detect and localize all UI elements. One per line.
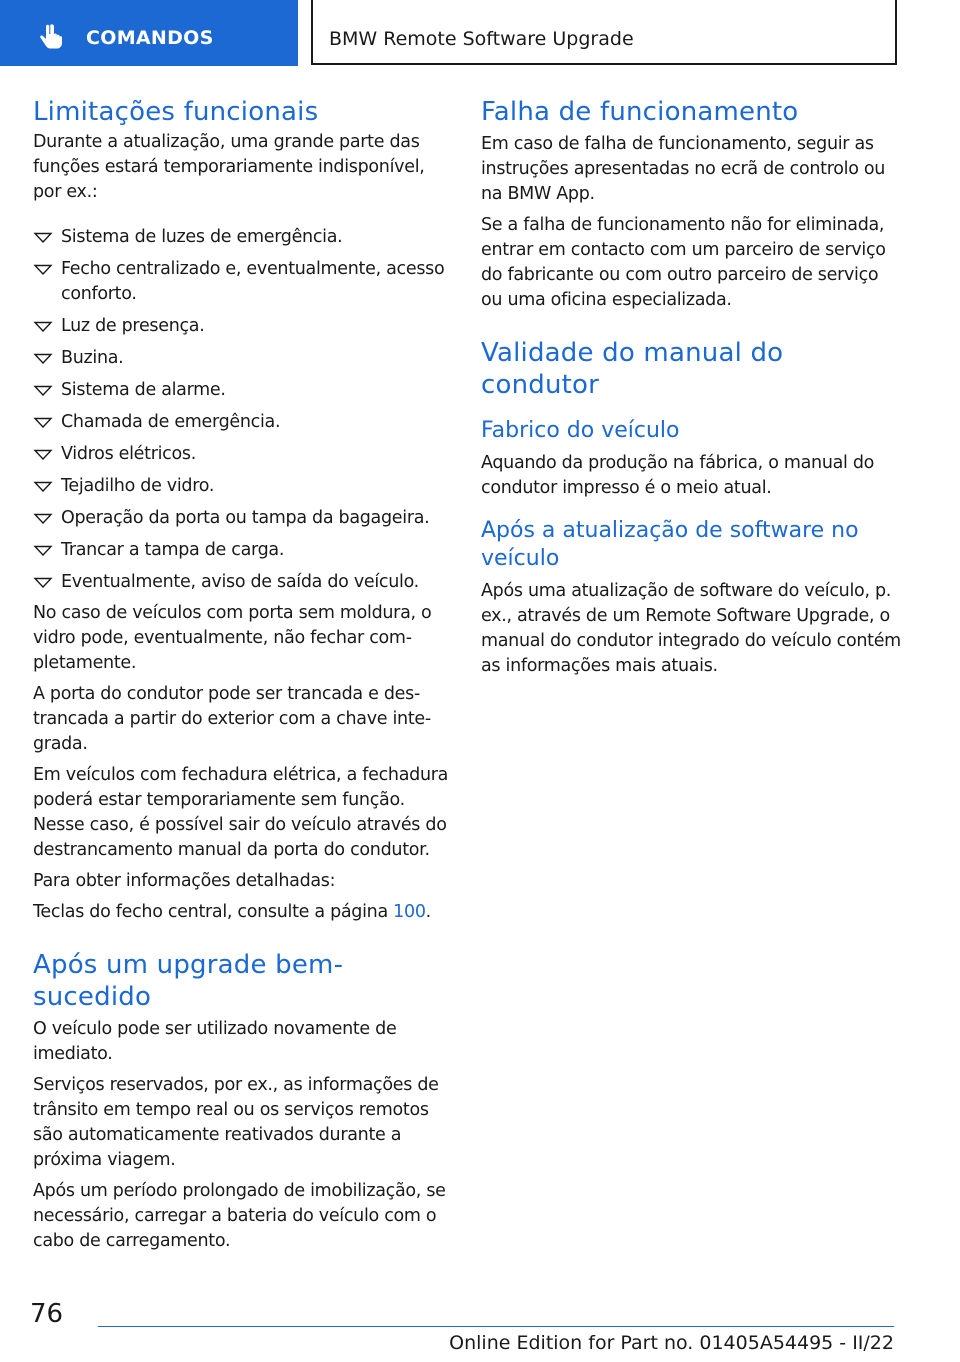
paragraph-contact-service: Se a falha de funcionamento não for eliminada, entrar em contacto com um parceiro de serviço do fabricante ou com outro parceiro de serviço ou uma oficina especializada.	[481, 215, 886, 310]
list-item: Tejadilho de vidro.	[33, 474, 449, 499]
triangle-bullet-icon	[33, 353, 53, 364]
page-number: 76	[30, 1299, 64, 1329]
list-item: Vidros elétricos.	[33, 442, 449, 467]
page-header	[0, 0, 960, 66]
paragraph-more-info: Para obter informações detalhadas:	[33, 871, 336, 891]
left-column	[33, 96, 449, 1254]
triangle-bullet-icon	[33, 481, 53, 492]
list-item: Operação da porta ou tampa da bagageira.	[33, 506, 449, 531]
list-item: Buzina.	[33, 346, 449, 371]
paragraph-page-reference: Teclas do fecho central, consulte a página 100.	[33, 902, 431, 922]
page-link[interactable]: 100	[393, 902, 426, 922]
list-item: Chamada de emergência.	[33, 410, 449, 435]
subheading-vehicle-production: Fabrico do veículo	[481, 418, 680, 443]
list-item: Fecho centralizado e, eventualmente, acesso conforto.	[33, 257, 449, 307]
subheading-after-software-update: Após a atualização de software no veículo	[481, 518, 859, 571]
paragraph-services-reactivated: Serviços reservados, por ex., as informações de trânsito em tempo real ou os serviços remotos são automaticamente reativados durante a próxima viagem.	[33, 1075, 439, 1170]
section-title: BMW Remote Software Upgrade	[329, 28, 634, 50]
intro-paragraph: Durante a atualização, uma grande parte das funções estará temporariamente indisponível, por ex.:	[33, 132, 425, 202]
triangle-bullet-icon	[33, 321, 53, 332]
paragraph-vehicle-usable: O veículo pode ser utilizado novamente de imediato.	[33, 1019, 397, 1064]
list-item: Eventualmente, aviso de saída do veículo.	[33, 570, 449, 595]
triangle-bullet-icon	[33, 513, 53, 524]
paragraph-integrated-manual: Após uma atualização de software do veículo, p. ex., através de um Remote Software Upgrade, o manual do condutor integrado do veículo contém as informações mais atuais.	[481, 581, 901, 676]
triangle-bullet-icon	[33, 577, 53, 588]
hand-pointer-icon	[36, 24, 68, 52]
chapter-label: COMANDOS	[86, 27, 214, 49]
section-title-box	[311, 0, 897, 65]
footer-edition: Online Edition for Part no. 01405A54495 - II/22	[449, 1332, 894, 1354]
heading-manual-validity: Validade do manual do condutor	[481, 338, 784, 400]
paragraph-electric-lock: Em veículos com fechadura elétrica, a fechadura poderá estar temporariamente sem função. Nesse caso, é possível sair do veículo através do destrancamento manual da porta do condutor.	[33, 765, 449, 860]
triangle-bullet-icon	[33, 232, 53, 243]
list-item: Sistema de luzes de emergência.	[33, 225, 449, 250]
paragraph-frameless-door: No caso de veículos com porta sem moldura, o vidro pode, eventualmente, não fechar completamente.	[33, 603, 432, 673]
paragraph-malfunction-instructions: Em caso de falha de funcionamento, seguir as instruções apresentadas no ecrã de controlo ou na BMW App.	[481, 134, 886, 204]
footer-divider	[98, 1326, 894, 1327]
triangle-bullet-icon	[33, 449, 53, 460]
triangle-bullet-icon	[33, 385, 53, 396]
paragraph-driver-door: A porta do condutor pode ser trancada e destrancada a partir do exterior com a chave integrada.	[33, 684, 432, 754]
triangle-bullet-icon	[33, 264, 53, 275]
chapter-tab	[0, 0, 298, 66]
list-item: Sistema de alarme.	[33, 378, 449, 403]
heading-successful-upgrade: Após um upgrade bem-sucedido	[33, 950, 344, 1012]
heading-functional-limitations: Limitações funcionais	[33, 97, 319, 127]
paragraph-charge-battery: Após um período prolongado de imobilização, se necessário, carregar a bateria do veículo com o cabo de carregamento.	[33, 1181, 446, 1251]
list-item: Luz de presença.	[33, 314, 449, 339]
paragraph-printed-manual: Aquando da produção na fábrica, o manual do condutor impresso é o meio atual.	[481, 453, 875, 498]
limitations-list	[33, 225, 449, 595]
heading-malfunction: Falha de funcionamento	[481, 97, 799, 127]
triangle-bullet-icon	[33, 417, 53, 428]
triangle-bullet-icon	[33, 545, 53, 556]
right-column	[481, 96, 901, 679]
list-item: Trancar a tampa de carga.	[33, 538, 449, 563]
